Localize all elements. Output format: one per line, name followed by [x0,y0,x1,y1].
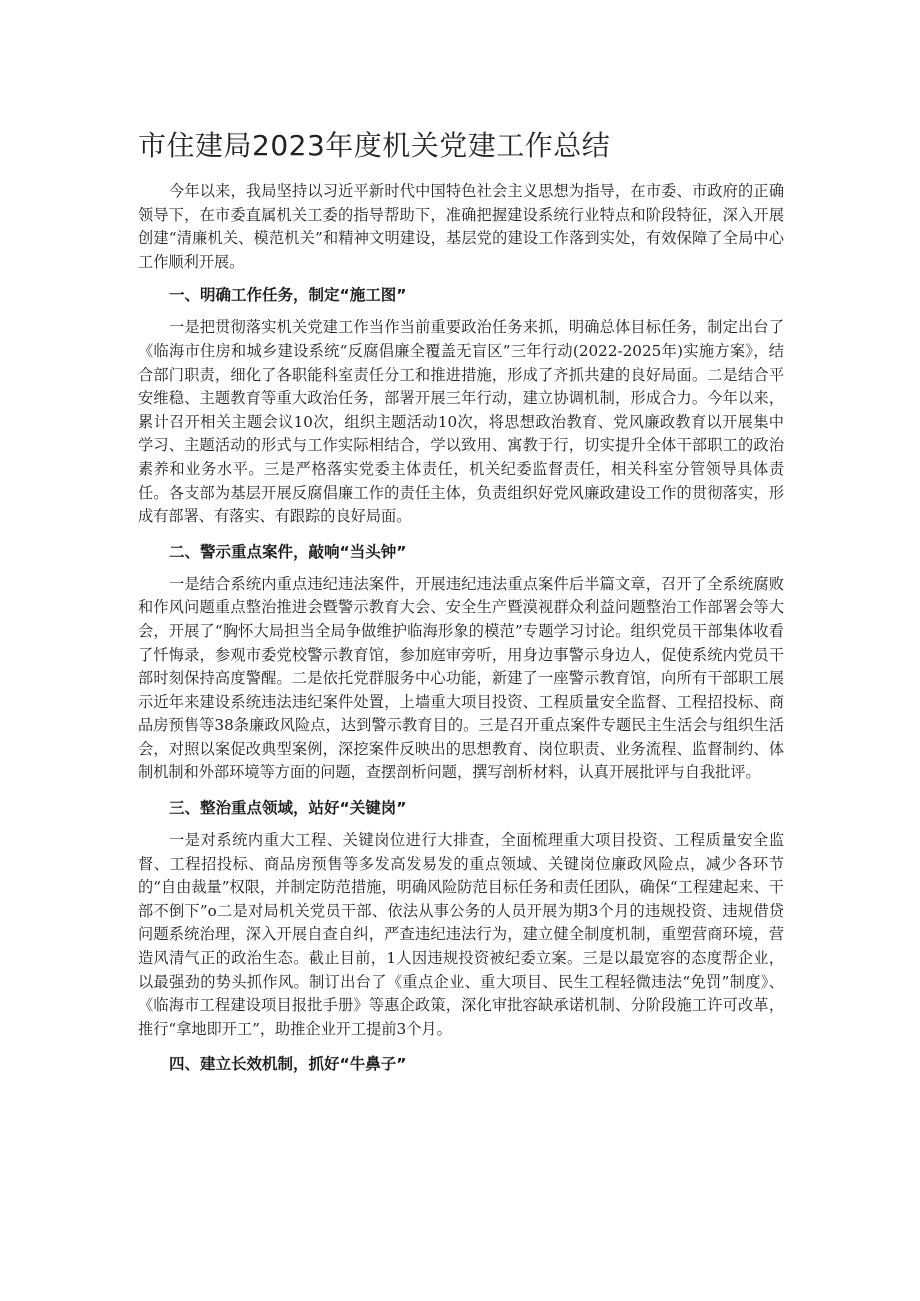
section-2-heading: 二、警示重点案件，敲响“当头钟” [169,542,407,561]
section-4-heading: 四、建立长效机制，抓好“牛鼻子” [169,1055,407,1074]
intro-paragraph: 今年以来，我局坚持以习近平新时代中国特色社会主义思想为指导，在市委、市政府的正确领导下，在市委直属机关工委的指导帮助下，准确把握建设系统行业特点和阶段特征，深入开展创建“清廉机关、模范机关”和精神文明建设，基层党的建设工作落到实处，有效保障了全局中心工作顺利开展。 [138,182,784,271]
section-1-heading: 一、明确工作任务，制定“施工图” [169,286,407,305]
section-3-heading: 三、整治重点领域，站好“关键岗” [169,799,407,818]
section-2-paragraph: 一是结合系统内重点违纪违法案件，开展违纪违法重点案件后半篇文章，召开了全系统腐败和作风问题重点整治推进会暨警示教育大会、安全生产暨漠视群众利益问题整治工作部署会等大会，开展了“胸怀大局担当全局争做维护临海形象的模范”专题学习讨论。组织党员干部集体收看了忏悔录，参观市委党校警示教育馆，参加庭审旁听，用身边事警示身边人，促使系统内党员干部时刻保持高度警醒。二是依托党群服务中心功能，新建了一座警示教育馆，向所有干部职工展示近年来建设系统违法违纪案件处置，上墙重大项目投资、工程质量安全监督、工程招投标、商品房预售等38条廉政风险点，达到警示教育目的。三是召开重点案件专题民主生活会与组织生活会，对照以案促改典型案例，深挖案件反映出的思想教育、岗位职责、业务流程、监督制约、体制机制和外部环境等方面的问题，查摆剖析问题，撰写剖析材料，认真开展批评与自我批评。 [138,574,784,782]
document-title: 市住建局2023年度机关党建工作总结 [138,129,611,162]
section-1-paragraph: 一是把贯彻落实机关党建工作当作当前重要政治任务来抓，明确总体目标任务，制定出台了《临海市住房和城乡建设系统“反腐倡廉全覆盖无盲区”三年行动(2022-2025年)实施方案》，结合部门职责，细化了各职能科室责任分工和推进措施，形成了齐抓共建的良好局面。二是结合平安维稳、主题教育等重大政治任务，部署开展三年行动，建立协调机制，形成合力。今年以来，累计召开相关主题会议10次，组织主题活动10次，将思想政治教育、党风廉政教育以开展集中学习、主题活动的形式与工作实际相结合，学以致用、寓教于行，切实提升全体干部职工的政治素养和业务水平。三是严格落实党委主体责任，机关纪委监督责任，相关科室分管领导具体责任。各支部为基层开展反腐倡廉工作的责任主体，负责组织好党风廉政建设工作的贯彻落实，形成有部署、有落实、有跟踪的良好局面。 [138,318,784,526]
section-3-paragraph: 一是对系统内重大工程、关键岗位进行大排查，全面梳理重大项目投资、工程质量安全监督、工程招投标、商品房预售等多发高发易发的重点领域、关键岗位廉政风险点，减少各环节的“自由裁量”权限，并制定防范措施，明确风险防范目标任务和责任团队，确保“工程建起来、干部不倒下”o二是对局机关党员干部、依法从事公务的人员开展为期3个月的违规投资、违规借贷问题系统治理，深入开展自查自纠，严查违纪违法行为，建立健全制度机制，重塑营商环境，营造风清气正的政治生态。截止目前，1人因违规投资被纪委立案。三是以最宽容的态度帮企业，以最强劲的势头抓作风。制订出台了《重点企业、重大项目、民生工程轻微违法“免罚”制度》、《临海市工程建设项目报批手册》等惠企政策，深化审批容缺承诺机制、分阶段施工许可改革，推行“拿地即开工”，助推企业开工提前3个月。 [138,831,784,1038]
document-body [138,180,784,1085]
